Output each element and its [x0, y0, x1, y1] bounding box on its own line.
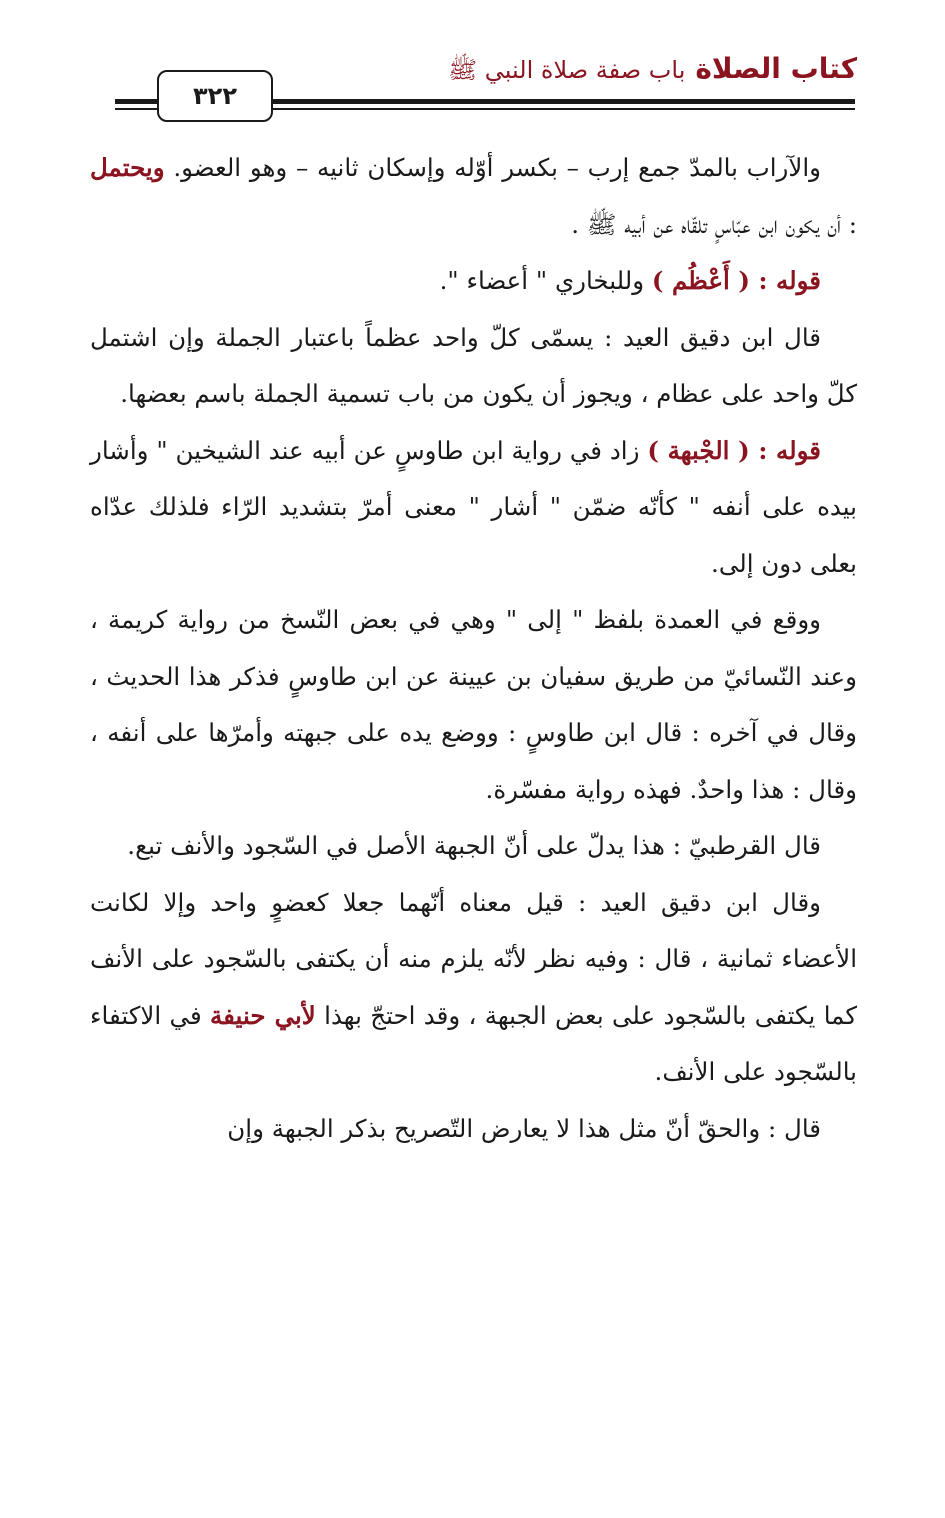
page-number: ٣٢٢	[157, 70, 273, 122]
paragraph	[90, 592, 857, 818]
highlighted-term: لأبي حنيفة	[210, 1000, 316, 1030]
text-run: وللبخاري " أعضاء ".	[439, 266, 652, 295]
paragraph	[90, 1101, 857, 1158]
text-run: وقال ابن دقيق العيد : قيل معناه أنّهما جعلا كعضوٍ واحد وإلا لكانت الأعضاء ثمانية ، قال : وفيه نظر لأنّه يلزم منه أن يكتفى بالسّجود على الأنف كما يكتفى بالسّجود على بعض الجبهة ، وقد احتجّ بهذا	[90, 887, 857, 1030]
paragraph	[90, 423, 857, 593]
paragraph	[90, 140, 857, 253]
text-run: والآراب بالمدّ جمع إرب – بكسر أوّله وإسكان ثانيه – وهو العضو.	[164, 153, 821, 182]
text-run: زاد في رواية ابن طاوسٍ عن أبيه عند الشيخين " وأشار بيده على أنفه " كأنّه ضمّن " أشار " معنى أمرّ بتشديد الرّاء فلذلك عدّاه بعلى دون إلى.	[90, 435, 857, 578]
highlighted-term: قوله : ( الجْبهة )	[647, 435, 821, 465]
text-run: قال ابن دقيق العيد : يسمّى كلّ واحد عظماً باعتبار الجملة وإن اشتمل كلّ واحد على عظام ، ويجوز أن يكون من باب تسمية الجملة باسم بعضها.	[90, 322, 857, 408]
text-run: في الاكتفاء بالسّجود على الأنف.	[90, 1000, 857, 1086]
text-run: قال القرطبيّ : هذا يدلّ على أنّ الجبهة الأصل في السّجود والأنف تبع.	[127, 831, 821, 860]
paragraph	[90, 875, 857, 1101]
book-name: كتاب الصلاة	[695, 52, 857, 85]
highlighted-term: قوله : ( أَعْظُم )	[651, 266, 821, 295]
text-run: قال : والحقّ أنّ مثل هذا لا يعارض التّصريح بذكر الجبهة وإن	[227, 1113, 821, 1143]
highlighted-term: ويحتمل	[90, 153, 165, 182]
paragraph	[90, 253, 857, 310]
paragraph	[90, 310, 857, 423]
page-header	[0, 0, 945, 130]
running-title	[448, 52, 857, 90]
page-body	[90, 140, 857, 1157]
paragraph	[90, 818, 857, 875]
text-run: : أن يكون ابن عبّاسٍ تلقّاه عن أبيه ﷺ .	[571, 209, 857, 239]
text-run: ووقع في العمدة بلفظ " إلى " وهي في بعض النّسخ من رواية كريمة ، وعند النّسائيّ من طريق سفيان بن عيينة عن ابن طاوسٍ فذكر هذا الحديث ، وقال في آخره : قال ابن طاوسٍ : ووضع يده على جبهته وأمرّها على أنفه ، وقال : هذا واحدٌ. فهذه رواية مفسّرة.	[90, 605, 857, 804]
chapter-name: باب صفة صلاة النبي ﷺ	[448, 56, 686, 84]
